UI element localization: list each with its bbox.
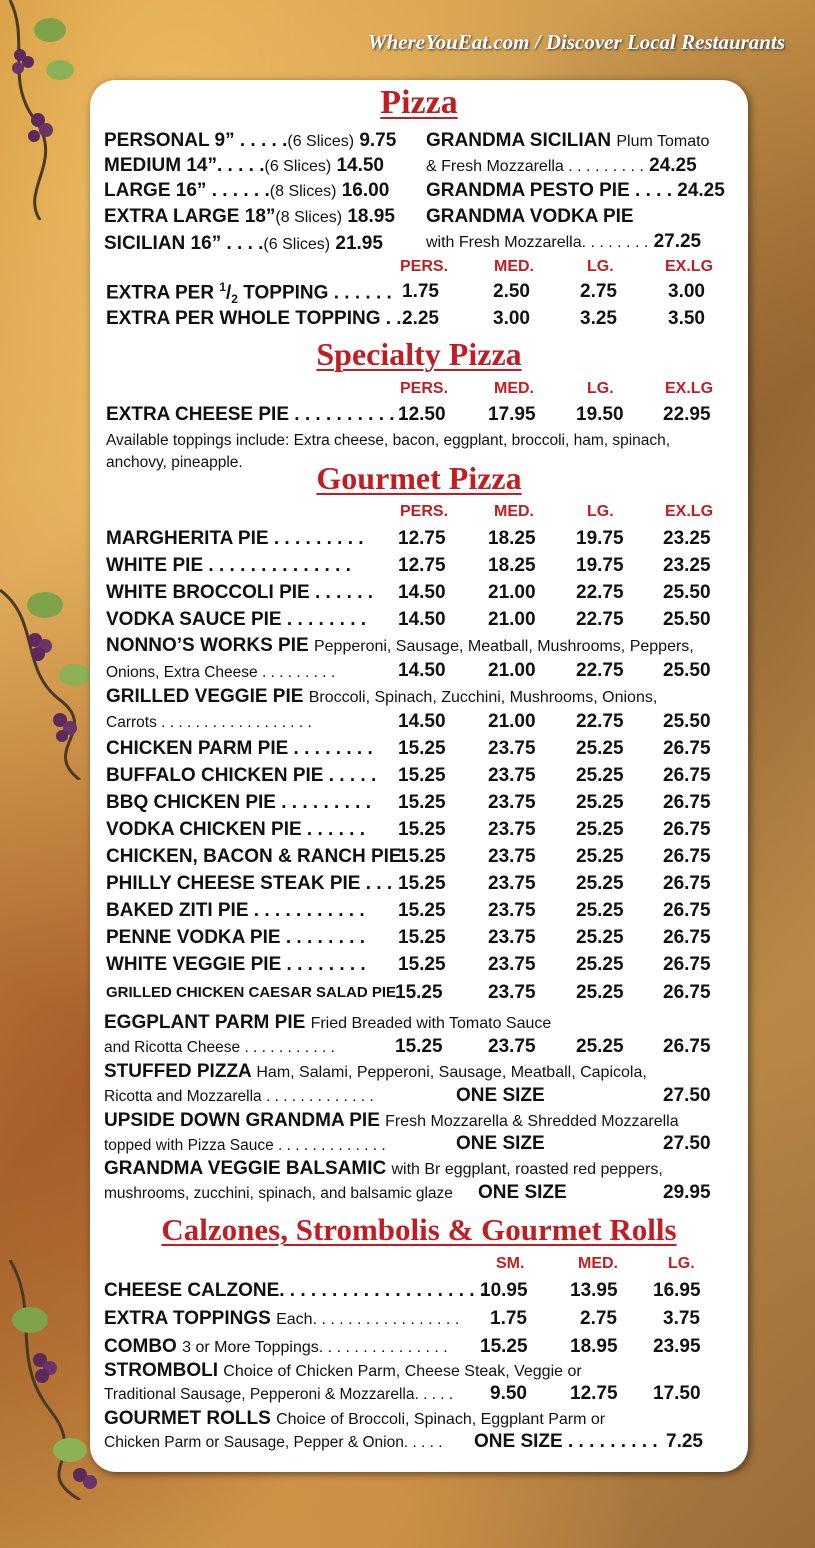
gourmet-heading: Gourmet Pizza [316,460,522,496]
topping-whole-pers: 2.25 [402,308,439,329]
gourmet-price: 12.75 [398,555,446,576]
gourmet-item-name: VODKA CHICKEN PIE . . . . . . [106,819,365,840]
gourmet-price: 15.25 [398,765,446,786]
grandma-pesto: GRANDMA PESTO PIE . . . . 24.25 [426,180,725,201]
size-sicilian: SICILIAN 16” . . . .(6 Slices) 21.95 [104,233,383,254]
gourmet-price: 21.00 [488,660,536,681]
gourmet-col-lg: LG. [587,503,614,520]
grandma-vodka-line2: with Fresh Mozzarella. . . . . . . . 27.25 [426,231,702,252]
gourmet-price: 25.25 [576,1036,624,1057]
extra-cheese-pie: EXTRA CHEESE PIE . . . . . . . . . . . [106,404,406,425]
topping-whole-exlg: 3.50 [668,308,705,329]
gourmet-price: 18.25 [488,528,536,549]
extra-cheese-exlg: 22.95 [663,404,711,425]
gourmet-price: 26.75 [663,1036,711,1057]
topping-half-med: 2.50 [493,281,530,302]
calzone-item-name: GOURMET ROLLS Choice of Broccoli, Spinach, Eggplant Parm or [104,1408,606,1429]
gourmet-price: 23.75 [488,927,536,948]
size-medium: MEDIUM 14”. . . . .(6 Slices) 14.50 [104,155,384,176]
calzone-price: 2.75 [580,1308,617,1329]
gourmet-price: 12.75 [398,528,446,549]
gourmet-price: 14.50 [398,582,446,603]
gourmet-price: 26.75 [663,927,711,948]
gourmet-price: 25.25 [576,819,624,840]
gourmet-price: 22.75 [576,609,624,630]
gourmet-price: 14.50 [398,711,446,732]
gourmet-price: 25.25 [576,927,624,948]
gourmet-price: 15.25 [398,792,446,813]
calzone-price: 23.95 [653,1336,701,1357]
gourmet-price: 23.75 [488,873,536,894]
extra-cheese-lg: 19.50 [576,404,624,425]
calzones-col-sm: SM. [496,1255,525,1272]
calzone-item-name: EXTRA TOPPINGS Each. . . . . . . . . . . . . . . . . [104,1308,460,1329]
extra-cheese-med: 17.95 [488,404,536,425]
gourmet-price: 22.75 [576,711,624,732]
calzone-item-name: STROMBOLI Choice of Chicken Parm, Cheese Steak, Veggie or [104,1360,582,1381]
gourmet-price: 15.25 [398,819,446,840]
gourmet-item-name: WHITE BROCCOLI PIE . . . . . . [106,582,374,603]
gourmet-price: 15.25 [398,927,446,948]
size-large: LARGE 16” . . . . . .(8 Slices) 16.00 [104,180,390,201]
gourmet-item-name: MARGHERITA PIE . . . . . . . . . [106,528,364,549]
calzone-item-line2: Traditional Sausage, Pepperoni & Mozzarella. . . . . [104,1386,454,1403]
size-extra-large: EXTRA LARGE 18”(8 Slices) 18.95 [104,206,395,227]
gourmet-price: 14.50 [398,660,446,681]
gourmet-price: 23.75 [488,792,536,813]
gourmet-price: 26.75 [663,792,711,813]
gourmet-price: 25.25 [576,900,624,921]
pizza-heading: Pizza [380,84,458,121]
gourmet-price: 15.25 [395,1036,443,1057]
gourmet-price: 15.25 [398,954,446,975]
grandma-sicilian: GRANDMA SICILIAN Plum Tomato [426,130,710,151]
gourmet-price: 26.75 [663,819,711,840]
gourmet-one-size: ONE SIZE [478,1182,567,1203]
gourmet-item-name: WHITE PIE . . . . . . . . . . . . . . [106,555,351,576]
gourmet-price: 15.25 [398,873,446,894]
calzones-heading: Calzones, Strombolis & Gourmet Rolls [161,1212,677,1247]
gourmet-item-name: VODKA SAUCE PIE . . . . . . . . [106,609,367,630]
topping-whole-label: EXTRA PER WHOLE TOPPING . . . [106,308,413,329]
gourmet-price: 25.25 [576,738,624,759]
gourmet-price: 26.75 [663,900,711,921]
specialty-col-lg: LG. [587,380,614,397]
gourmet-col-exlg: EX.LG [665,503,714,520]
col-exlg: EX.LG [665,258,714,275]
menu-panel [90,80,748,1472]
calzone-one-size: ONE SIZE . . . . . . . . . [474,1431,658,1452]
gourmet-price: 25.50 [663,711,711,732]
gourmet-price: 25.50 [663,609,711,630]
gourmet-item-name: BAKED ZITI PIE . . . . . . . . . . . [106,900,365,921]
grape-vine-top-left [0,0,90,220]
specialty-note-2: anchovy, pineapple. [106,454,243,471]
gourmet-price: 18.25 [488,555,536,576]
gourmet-price: 15.25 [395,982,443,1003]
gourmet-item-name: GRILLED CHICKEN CAESAR SALAD PIE [106,984,397,1001]
site-caption: WhereYouEat.com / Discover Local Restaurants [367,30,785,54]
calzone-item-name: COMBO 3 or More Toppings. . . . . . . . . . . . . . . [104,1336,448,1357]
gourmet-price: 25.25 [576,982,624,1003]
specialty-col-med: MED. [494,380,534,397]
gourmet-price: 23.75 [488,765,536,786]
extra-cheese-pers: 12.50 [398,404,446,425]
calzone-item-line2: Chicken Parm or Sausage, Pepper & Onion. . . . . [104,1434,443,1451]
gourmet-price: 26.75 [663,954,711,975]
specialty-col-pers: PERS. [400,380,449,397]
gourmet-price: 26.75 [663,765,711,786]
gourmet-price: 23.75 [488,954,536,975]
gourmet-price: 25.25 [576,873,624,894]
gourmet-price: 26.75 [663,738,711,759]
gourmet-price: 25.50 [663,582,711,603]
gourmet-price: 15.25 [398,846,446,867]
grandma-vodka: GRANDMA VODKA PIE [426,206,634,227]
gourmet-price: 22.75 [576,582,624,603]
gourmet-price: 23.25 [663,528,711,549]
calzone-item-name: CHEESE CALZONE. . . . . . . . . . . . . . . . . . . . [104,1280,486,1301]
gourmet-price: 27.50 [663,1085,711,1106]
col-med: MED. [494,258,534,275]
gourmet-item-name: PHILLY CHEESE STEAK PIE . . . [106,873,393,894]
col-lg: LG. [587,258,614,275]
gourmet-price: 23.75 [488,819,536,840]
gourmet-price: 21.00 [488,711,536,732]
gourmet-price: 19.75 [576,528,624,549]
col-pers: PERS. [400,258,449,275]
gourmet-price: 23.75 [488,738,536,759]
gourmet-price: 29.95 [663,1182,711,1203]
specialty-col-exlg: EX.LG [665,380,714,397]
gourmet-price: 26.75 [663,873,711,894]
gourmet-item-line2: Ricotta and Mozzarella . . . . . . . . . . . . . [104,1088,374,1105]
calzone-price: 17.50 [653,1383,701,1404]
gourmet-price: 25.25 [576,846,624,867]
gourmet-item-name: GRILLED VEGGIE PIE Broccoli, Spinach, Zucchini, Mushrooms, Onions, [106,686,658,707]
gourmet-price: 22.75 [576,660,624,681]
gourmet-price: 27.50 [663,1133,711,1154]
gourmet-price: 19.75 [576,555,624,576]
calzone-price: 9.50 [490,1383,527,1404]
gourmet-item-line2: Onions, Extra Cheese . . . . . . . . . [106,664,336,681]
gourmet-price: 23.25 [663,555,711,576]
gourmet-price: 14.50 [398,609,446,630]
gourmet-item-name: WHITE VEGGIE PIE . . . . . . . . [106,954,366,975]
calzone-price: 1.75 [490,1308,527,1329]
gourmet-item-name: CHICKEN, BACON & RANCH PIE [106,846,402,867]
topping-half-label: EXTRA PER $^1/_2$ TOPPING . . . . . . [106,280,392,307]
gourmet-price: 26.75 [663,982,711,1003]
gourmet-price: 23.75 [488,1036,536,1057]
gourmet-price: 23.75 [488,900,536,921]
gourmet-item-name: PENNE VODKA PIE . . . . . . . . [106,927,366,948]
calzone-price: 7.25 [666,1431,703,1452]
gourmet-item-line2: mushrooms, zucchini, spinach, and balsamic glaze [104,1185,453,1202]
gourmet-item-name: NONNO’S WORKS PIE Pepperoni, Sausage, Meatball, Mushrooms, Peppers, [106,635,694,656]
topping-whole-med: 3.00 [493,308,530,329]
calzone-price: 10.95 [480,1280,528,1301]
gourmet-item-line2: Carrots . . . . . . . . . . . . . . . . . . [106,714,312,731]
calzones-col-lg: LG. [668,1255,695,1272]
size-personal: PERSONAL 9” . . . . .(6 Slices) 9.75 [104,130,397,151]
gourmet-price: 15.25 [398,900,446,921]
calzone-price: 13.95 [570,1280,618,1301]
calzones-col-med: MED. [578,1255,618,1272]
topping-half-pers: 1.75 [402,281,439,302]
gourmet-price: 15.25 [398,738,446,759]
calzone-price: 3.75 [663,1308,700,1329]
gourmet-item-name: BUFFALO CHICKEN PIE . . . . . [106,765,377,786]
gourmet-item-line2: and Ricotta Cheese . . . . . . . . . . . [104,1039,335,1056]
topping-half-exlg: 3.00 [668,281,705,302]
gourmet-price: 23.75 [488,846,536,867]
specialty-note-1: Available toppings include: Extra cheese, bacon, eggplant, broccoli, ham, spinach, [106,432,671,449]
gourmet-price: 25.25 [576,954,624,975]
gourmet-price: 21.00 [488,582,536,603]
calzone-price: 15.25 [480,1336,528,1357]
gourmet-item-line2: topped with Pizza Sauce . . . . . . . . . . . . . [104,1137,386,1154]
gourmet-one-size: ONE SIZE [456,1085,545,1106]
topping-half-lg: 2.75 [580,281,617,302]
gourmet-price: 21.00 [488,609,536,630]
gourmet-price: 25.25 [576,765,624,786]
gourmet-price: 25.25 [576,792,624,813]
specialty-heading: Specialty Pizza [316,336,522,372]
calzone-price: 16.95 [653,1280,701,1301]
gourmet-one-size: ONE SIZE [456,1133,545,1154]
gourmet-item-name: UPSIDE DOWN GRANDMA PIE Fresh Mozzarella & Shredded Mozzarella [104,1110,679,1131]
gourmet-item-name: BBQ CHICKEN PIE . . . . . . . . . [106,792,371,813]
gourmet-item-name: EGGPLANT PARM PIE Fried Breaded with Tomato Sauce [104,1012,552,1033]
calzone-price: 12.75 [570,1383,618,1404]
grandma-sicilian-line2: & Fresh Mozzarella . . . . . . . . . 24.25 [426,155,697,176]
gourmet-item-name: CHICKEN PARM PIE . . . . . . . . [106,738,373,759]
gourmet-col-med: MED. [494,503,534,520]
gourmet-col-pers: PERS. [400,503,449,520]
gourmet-price: 26.75 [663,846,711,867]
gourmet-item-name: STUFFED PIZZA Ham, Salami, Pepperoni, Sausage, Meatball, Capicola, [104,1061,647,1082]
grape-vine-mid-left [0,580,100,780]
calzone-price: 18.95 [570,1336,618,1357]
topping-whole-lg: 3.25 [580,308,617,329]
gourmet-price: 23.75 [488,982,536,1003]
gourmet-price: 25.50 [663,660,711,681]
gourmet-item-name: GRANDMA VEGGIE BALSAMIC with Br eggplant, roasted red peppers, [104,1158,663,1179]
